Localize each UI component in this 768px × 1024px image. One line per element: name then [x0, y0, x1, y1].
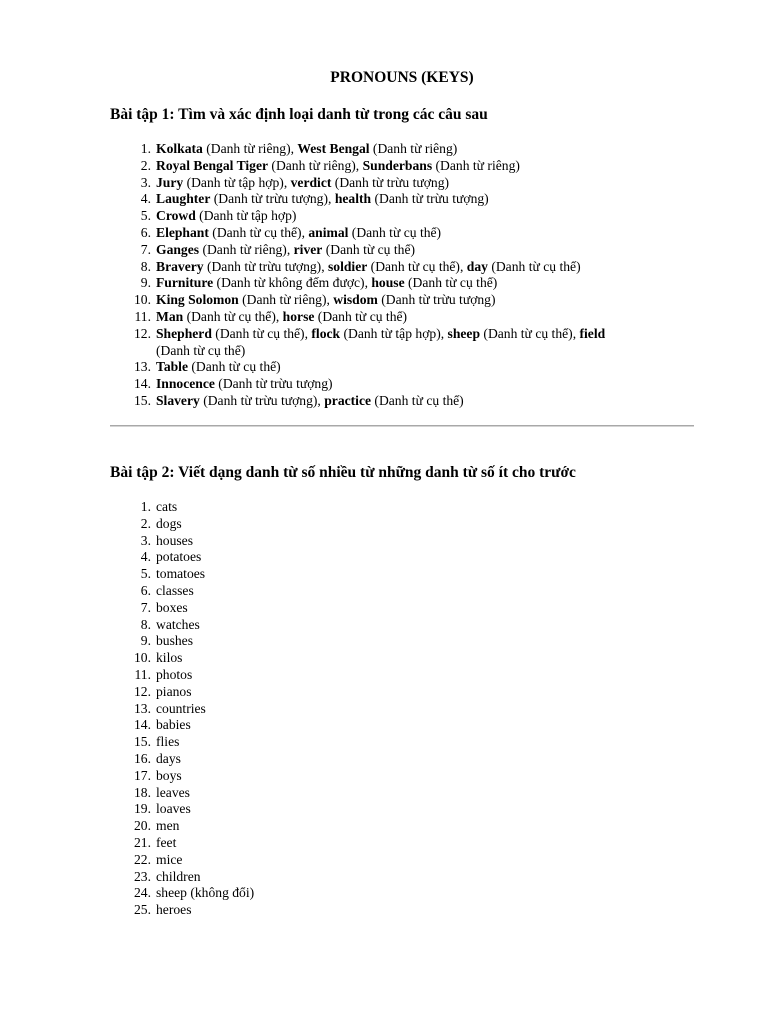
list-item — [0, 499, 700, 516]
list-item-number: 14. — [134, 376, 151, 392]
noun-term: horse — [282, 308, 315, 324]
list-item — [0, 701, 700, 718]
plural-noun: watches — [156, 616, 200, 632]
noun-term: King Solomon — [156, 292, 239, 308]
noun-type: (Danh từ cụ thể), — [211, 325, 312, 341]
noun-type: (Danh từ riêng), — [202, 141, 298, 156]
plural-noun: feet — [156, 834, 177, 850]
exercise-1-list — [0, 141, 700, 410]
list-item-text — [156, 309, 407, 324]
list-item — [0, 902, 700, 919]
list-item-number: 4. — [140, 549, 151, 565]
plural-noun: classes — [156, 582, 194, 598]
list-item-number: 10. — [134, 292, 151, 308]
noun-type: (Danh từ tập hợp) — [195, 208, 297, 224]
noun-term: day — [466, 258, 488, 274]
noun-type: (Danh từ cụ thể) — [348, 224, 442, 240]
list-item — [0, 650, 700, 667]
list-item-text — [156, 225, 441, 240]
noun-type-continued: (Danh từ cụ thể) — [156, 342, 246, 358]
list-item-number: 10. — [134, 650, 151, 666]
list-item — [0, 734, 700, 751]
list-item-number: 3. — [140, 174, 151, 190]
noun-term: Kolkata — [156, 141, 203, 156]
list-item-number: 24. — [134, 885, 151, 901]
list-item — [0, 533, 700, 550]
list-item — [0, 617, 700, 634]
noun-type: (Danh từ trừu tượng) — [377, 292, 496, 308]
noun-term: Elephant — [156, 224, 209, 240]
list-item — [0, 885, 700, 902]
plural-noun: children — [156, 868, 201, 884]
noun-type: (Danh từ tập hợp), — [183, 174, 291, 190]
noun-term: sheep — [447, 325, 481, 341]
list-item-number: 8. — [140, 258, 151, 274]
plural-noun: kilos — [156, 650, 183, 666]
noun-term: wisdom — [333, 292, 378, 308]
noun-term: Man — [156, 308, 184, 324]
list-item-number: 12. — [134, 325, 151, 341]
plural-noun: men — [156, 818, 180, 834]
list-item-number: 13. — [134, 359, 151, 375]
list-item-number: 2. — [140, 157, 151, 173]
list-item-number: 14. — [134, 717, 151, 733]
noun-type: (Danh từ riêng), — [238, 292, 334, 308]
noun-type: (Danh từ không đếm được), — [213, 275, 372, 291]
list-item — [0, 191, 700, 208]
noun-type: (Danh từ trừu tượng) — [214, 376, 333, 392]
noun-term: Bravery — [156, 258, 204, 274]
noun-term: West Bengal — [297, 141, 370, 156]
list-item-number: 15. — [134, 392, 151, 408]
noun-type: (Danh từ cụ thể) — [322, 241, 416, 257]
list-item-number: 15. — [134, 734, 151, 750]
list-item — [0, 818, 700, 835]
list-item — [0, 768, 700, 785]
noun-term: practice — [324, 392, 372, 408]
list-item-number: 7. — [140, 599, 151, 615]
list-item — [0, 376, 700, 393]
list-item-number: 5. — [140, 566, 151, 582]
plural-noun: cats — [156, 499, 178, 514]
list-item — [0, 359, 700, 376]
list-item-number: 4. — [140, 191, 151, 207]
list-item-text — [156, 359, 281, 374]
noun-term: health — [334, 191, 372, 207]
list-item-text — [156, 326, 605, 341]
list-item-number: 25. — [134, 902, 151, 918]
noun-type: (Danh từ riêng) — [369, 141, 458, 156]
noun-type: (Danh từ trừu tượng), — [203, 258, 328, 274]
list-item-number: 16. — [134, 750, 151, 766]
list-item — [0, 835, 700, 852]
list-item — [0, 175, 700, 192]
list-item-text — [156, 292, 496, 307]
list-item-number: 6. — [140, 582, 151, 598]
noun-term: Jury — [156, 174, 184, 190]
list-item — [0, 158, 700, 175]
noun-term: flock — [311, 325, 341, 341]
plural-noun: mice — [156, 851, 183, 867]
list-item-text — [156, 191, 489, 206]
list-item — [0, 549, 700, 566]
plural-noun: flies — [156, 734, 180, 750]
noun-term: Furniture — [156, 275, 214, 291]
list-item — [0, 208, 700, 225]
plural-noun: loaves — [156, 801, 191, 817]
list-item — [0, 566, 700, 583]
noun-term: Slavery — [156, 392, 200, 408]
noun-term: Laughter — [156, 191, 211, 207]
list-item-text — [156, 242, 415, 257]
list-item — [0, 869, 700, 886]
list-item — [0, 393, 700, 410]
list-item-number: 1. — [140, 499, 151, 514]
list-item — [0, 852, 700, 869]
list-item-text — [156, 259, 581, 274]
list-item — [0, 141, 700, 158]
list-item — [0, 717, 700, 734]
list-item-number: 9. — [140, 275, 151, 291]
plural-noun: photos — [156, 666, 193, 682]
noun-type: (Danh từ cụ thể), — [367, 258, 467, 274]
list-item — [0, 583, 700, 600]
noun-type: (Danh từ cụ thể) — [371, 392, 464, 408]
list-item-number: 6. — [140, 224, 151, 240]
plural-noun: sheep (không đổi) — [156, 885, 255, 901]
noun-type: (Danh từ trừu tượng), — [199, 392, 325, 408]
noun-term: Innocence — [156, 376, 215, 392]
plural-noun: boxes — [156, 599, 188, 615]
list-item-number: 3. — [140, 532, 151, 548]
list-item — [0, 801, 700, 818]
list-item-text — [156, 376, 333, 391]
list-item-number: 21. — [134, 834, 151, 850]
list-item-number: 17. — [134, 767, 151, 783]
noun-term: animal — [308, 224, 349, 240]
noun-term: Ganges — [156, 241, 200, 257]
noun-type: (Danh từ tập hợp), — [340, 325, 448, 341]
noun-term: Royal Bengal Tiger — [156, 157, 269, 173]
list-item-text — [156, 208, 296, 223]
list-item-number: 7. — [140, 241, 151, 257]
list-item-number: 23. — [134, 868, 151, 884]
noun-type: (Danh từ trừu tượng) — [371, 191, 489, 207]
noun-term: field — [579, 325, 606, 341]
plural-noun: pianos — [156, 683, 192, 699]
list-item-text — [156, 393, 464, 408]
list-item-number: 12. — [134, 683, 151, 699]
list-item-number: 22. — [134, 851, 151, 867]
plural-noun: countries — [156, 700, 206, 716]
list-item-number: 1. — [140, 141, 151, 156]
noun-term: river — [293, 241, 323, 257]
list-item-number: 19. — [134, 801, 151, 817]
list-item — [0, 667, 700, 684]
list-item-number: 18. — [134, 784, 151, 800]
list-item-number: 11. — [134, 666, 151, 682]
list-item — [0, 785, 700, 802]
list-item — [0, 225, 700, 242]
list-item-number: 13. — [134, 700, 151, 716]
list-item — [0, 684, 700, 701]
noun-type: (Danh từ cụ thể), — [183, 308, 283, 324]
plural-noun: houses — [156, 532, 194, 548]
list-item — [0, 326, 700, 360]
plural-noun: potatoes — [156, 549, 202, 565]
page-title: PRONOUNS (KEYS) — [330, 69, 474, 86]
list-item — [0, 633, 700, 650]
list-item — [0, 242, 700, 259]
list-item-number: 11. — [134, 308, 151, 324]
noun-type: (Danh từ cụ thể) — [188, 359, 281, 375]
exercise-1-heading: Bài tập 1: Tìm và xác định loại danh từ trong các câu sau — [110, 106, 488, 123]
noun-type: (Danh từ riêng) — [432, 157, 520, 173]
noun-term: Table — [156, 359, 188, 375]
noun-type: (Danh từ riêng), — [199, 241, 294, 257]
noun-type: (Danh từ cụ thể) — [487, 258, 581, 274]
plural-noun: boys — [156, 767, 182, 783]
plural-noun: dogs — [156, 515, 182, 531]
list-item — [0, 516, 700, 533]
horizontal-divider — [110, 425, 694, 427]
plural-noun: leaves — [156, 784, 190, 800]
list-item-text — [156, 141, 457, 156]
noun-term: verdict — [290, 174, 332, 190]
noun-type: (Danh từ cụ thể), — [480, 325, 580, 341]
list-item — [0, 309, 700, 326]
list-item-text — [156, 158, 520, 173]
list-item-number: 2. — [140, 515, 151, 531]
list-item-text — [156, 275, 497, 290]
list-item-number: 8. — [140, 616, 151, 632]
exercise-2-heading: Bài tập 2: Viết dạng danh từ số nhiều từ những danh từ số ít cho trước — [110, 464, 576, 481]
noun-term: Sunderbans — [362, 157, 433, 173]
plural-noun: tomatoes — [156, 566, 206, 582]
plural-noun: bushes — [156, 633, 194, 649]
noun-term: Crowd — [156, 208, 196, 224]
list-item-number: 5. — [140, 208, 151, 224]
noun-type: (Danh từ cụ thể) — [404, 275, 498, 291]
noun-term: soldier — [328, 258, 368, 274]
list-item-number: 20. — [134, 818, 151, 834]
noun-type: (Danh từ cụ thể) — [314, 308, 408, 324]
noun-type: (Danh từ riêng), — [268, 157, 363, 173]
exercise-2-list — [0, 499, 700, 919]
noun-term: Shepherd — [156, 325, 212, 341]
list-item-text — [156, 175, 449, 190]
noun-type: (Danh từ cụ thể), — [208, 224, 309, 240]
noun-type: (Danh từ trừu tượng) — [331, 174, 450, 190]
noun-term: house — [371, 275, 405, 291]
plural-noun: days — [156, 750, 181, 766]
list-item — [0, 275, 700, 292]
noun-type: (Danh từ trừu tượng), — [210, 191, 335, 207]
plural-noun: heroes — [156, 902, 192, 918]
list-item — [0, 751, 700, 768]
list-item — [0, 600, 700, 617]
list-item — [0, 292, 700, 309]
list-item-number: 9. — [140, 633, 151, 649]
plural-noun: babies — [156, 717, 191, 733]
list-item — [0, 259, 700, 276]
